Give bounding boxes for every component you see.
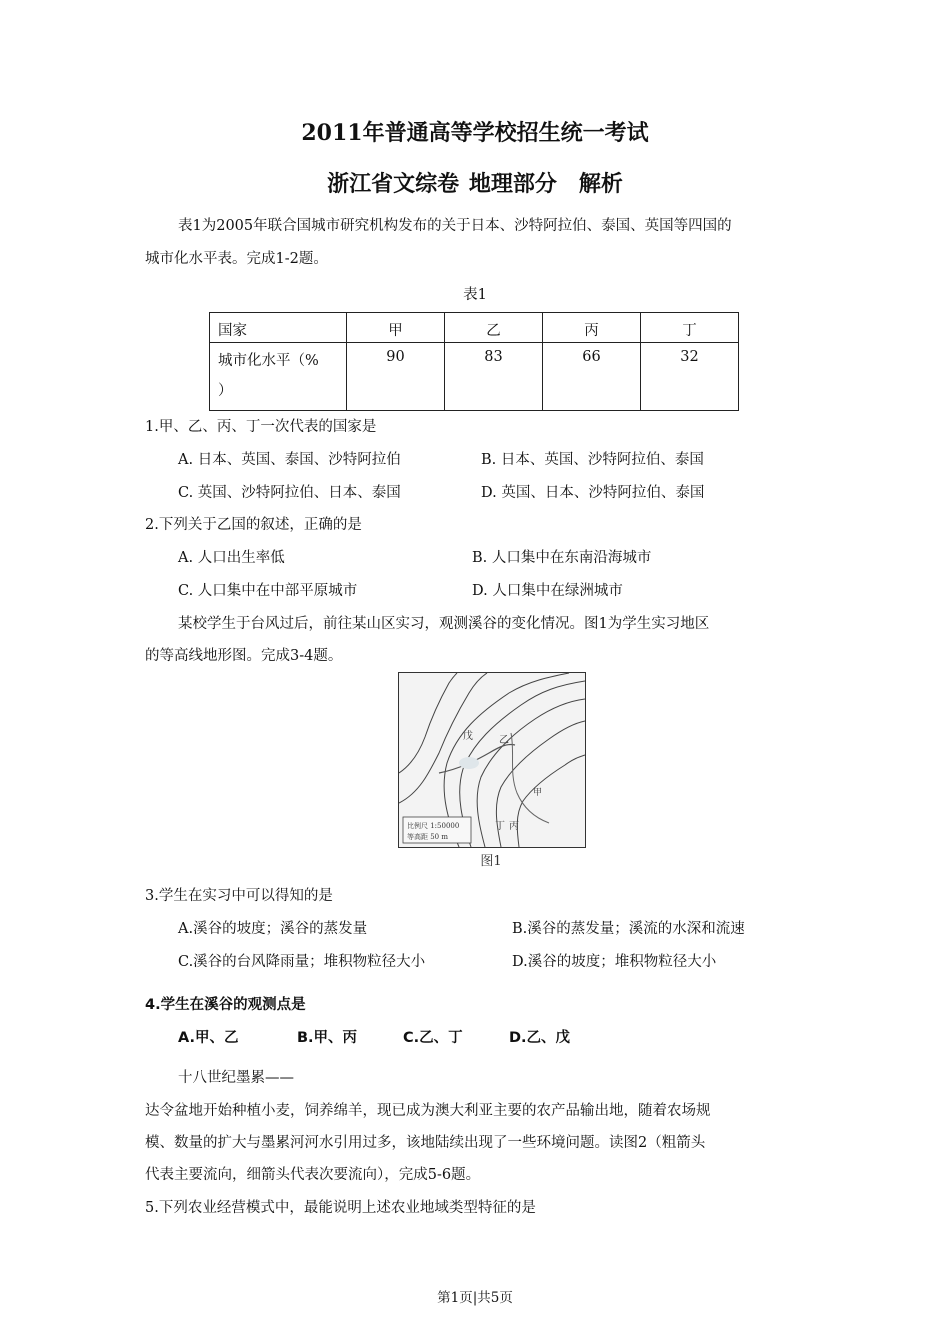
q5-stem: 5.下列农业经营模式中，最能说明上述农业地域类型特征的是 xyxy=(145,1200,536,1216)
map-label-yi: 乙 xyxy=(499,735,509,746)
table-header-row xyxy=(210,313,739,343)
table-header-bing: 丙 xyxy=(543,313,641,343)
q1-option-d: D. 英国、日本、沙特阿拉伯、泰国 xyxy=(481,485,705,501)
table-header-yi: 乙 xyxy=(445,313,543,343)
map-label-ding: 丁 xyxy=(495,821,505,832)
q1-option-c: C. 英国、沙特阿拉伯、日本、泰国 xyxy=(178,485,401,501)
q3-stem: 3.学生在实习中可以得知的是 xyxy=(145,888,333,904)
contour-lines xyxy=(399,673,585,847)
q3-option-c: C.溪谷的台风降雨量；堆积物粒径大小 xyxy=(178,954,426,970)
map-scale: 比例尺 1:50000 xyxy=(407,822,460,830)
intro3-line3: 模、数量的扩大与墨累河河水引用过多，该地陆续出现了一些环境问题。读图2（粗箭头 xyxy=(145,1135,706,1151)
intro2-line1: 某校学生于台风过后，前往某山区实习，观测溪谷的变化情况。图1为学生实习地区 xyxy=(178,616,710,632)
q3-option-d: D.溪谷的坡度；堆积物粒径大小 xyxy=(512,954,717,970)
contour-map-figure xyxy=(398,672,586,848)
q1-option-a: A. 日本、英国、泰国、沙特阿拉伯 xyxy=(178,452,401,468)
q4-option-d: D.乙、戊 xyxy=(509,1030,571,1046)
row-label-line2: ） xyxy=(218,383,233,399)
q2-option-d: D. 人口集中在绿洲城市 xyxy=(472,583,623,599)
q1-stem: 1.甲、乙、丙、丁一次代表的国家是 xyxy=(145,419,377,435)
q4-option-a: A.甲、乙 xyxy=(178,1030,239,1046)
intro1-line2: 城市化水平表。完成1-2题。 xyxy=(145,251,328,267)
q4-option-c: C.乙、丁 xyxy=(403,1030,463,1046)
q4-stem: 4.学生在溪谷的观测点是 xyxy=(145,997,306,1013)
intro1-line1: 表1为2005年联合国城市研究机构发布的关于日本、沙特阿拉伯、泰国、英国等四国的 xyxy=(178,218,732,234)
intro2-line2: 的等高线地形图。完成3-4题。 xyxy=(145,648,343,664)
map-interval: 等高距 50 m xyxy=(407,833,448,841)
table-header-country: 国家 xyxy=(210,313,347,343)
table-cell-jia: 90 xyxy=(347,343,445,411)
map-label-wu: 戊 xyxy=(463,731,473,742)
table1-caption: 表1 xyxy=(463,287,487,303)
table-header-ding: 丁 xyxy=(641,313,739,343)
map-label-jia: 甲 xyxy=(533,788,543,798)
q3-option-a: A.溪谷的坡度；溪谷的蒸发量 xyxy=(178,921,368,937)
table-cell-bing: 66 xyxy=(543,343,641,411)
urbanization-table xyxy=(209,312,739,411)
intro3-line2: 达令盆地开始种植小麦，饲养绵羊，现已成为澳大利亚主要的农产品输出地，随着农场规 xyxy=(145,1103,711,1119)
exam-title: 2011年普通高等学校招生统一考试 xyxy=(301,120,649,146)
table-row-label xyxy=(210,343,347,411)
row-label-line1: 城市化水平（% xyxy=(218,353,319,369)
q2-option-b: B. 人口集中在东南沿海城市 xyxy=(472,550,652,566)
q2-stem: 2.下列关于乙国的叙述，正确的是 xyxy=(145,517,362,533)
page-footer: 第1页|共5页 xyxy=(437,1290,513,1306)
q2-option-a: A. 人口出生率低 xyxy=(178,550,285,566)
intro3-line4: 代表主要流向，细箭头代表次要流向），完成5-6题。 xyxy=(145,1167,481,1183)
table-cell-ding: 32 xyxy=(641,343,739,411)
q2-option-c: C. 人口集中在中部平原城市 xyxy=(178,583,358,599)
q1-option-b: B. 日本、英国、沙特阿拉伯、泰国 xyxy=(481,452,704,468)
intro3-line1: 十八世纪墨累—— xyxy=(178,1070,294,1086)
exam-subtitle: 浙江省文综卷 地理部分 解析 xyxy=(327,171,623,197)
figure1-caption: 图1 xyxy=(480,854,502,869)
table-cell-yi: 83 xyxy=(445,343,543,411)
map-label-bing: 丙 xyxy=(509,821,519,832)
q3-option-b: B.溪谷的蒸发量；溪流的水深和流速 xyxy=(512,921,745,937)
q4-option-b: B.甲、丙 xyxy=(297,1030,358,1046)
table-header-jia: 甲 xyxy=(347,313,445,343)
table-row xyxy=(210,343,739,411)
